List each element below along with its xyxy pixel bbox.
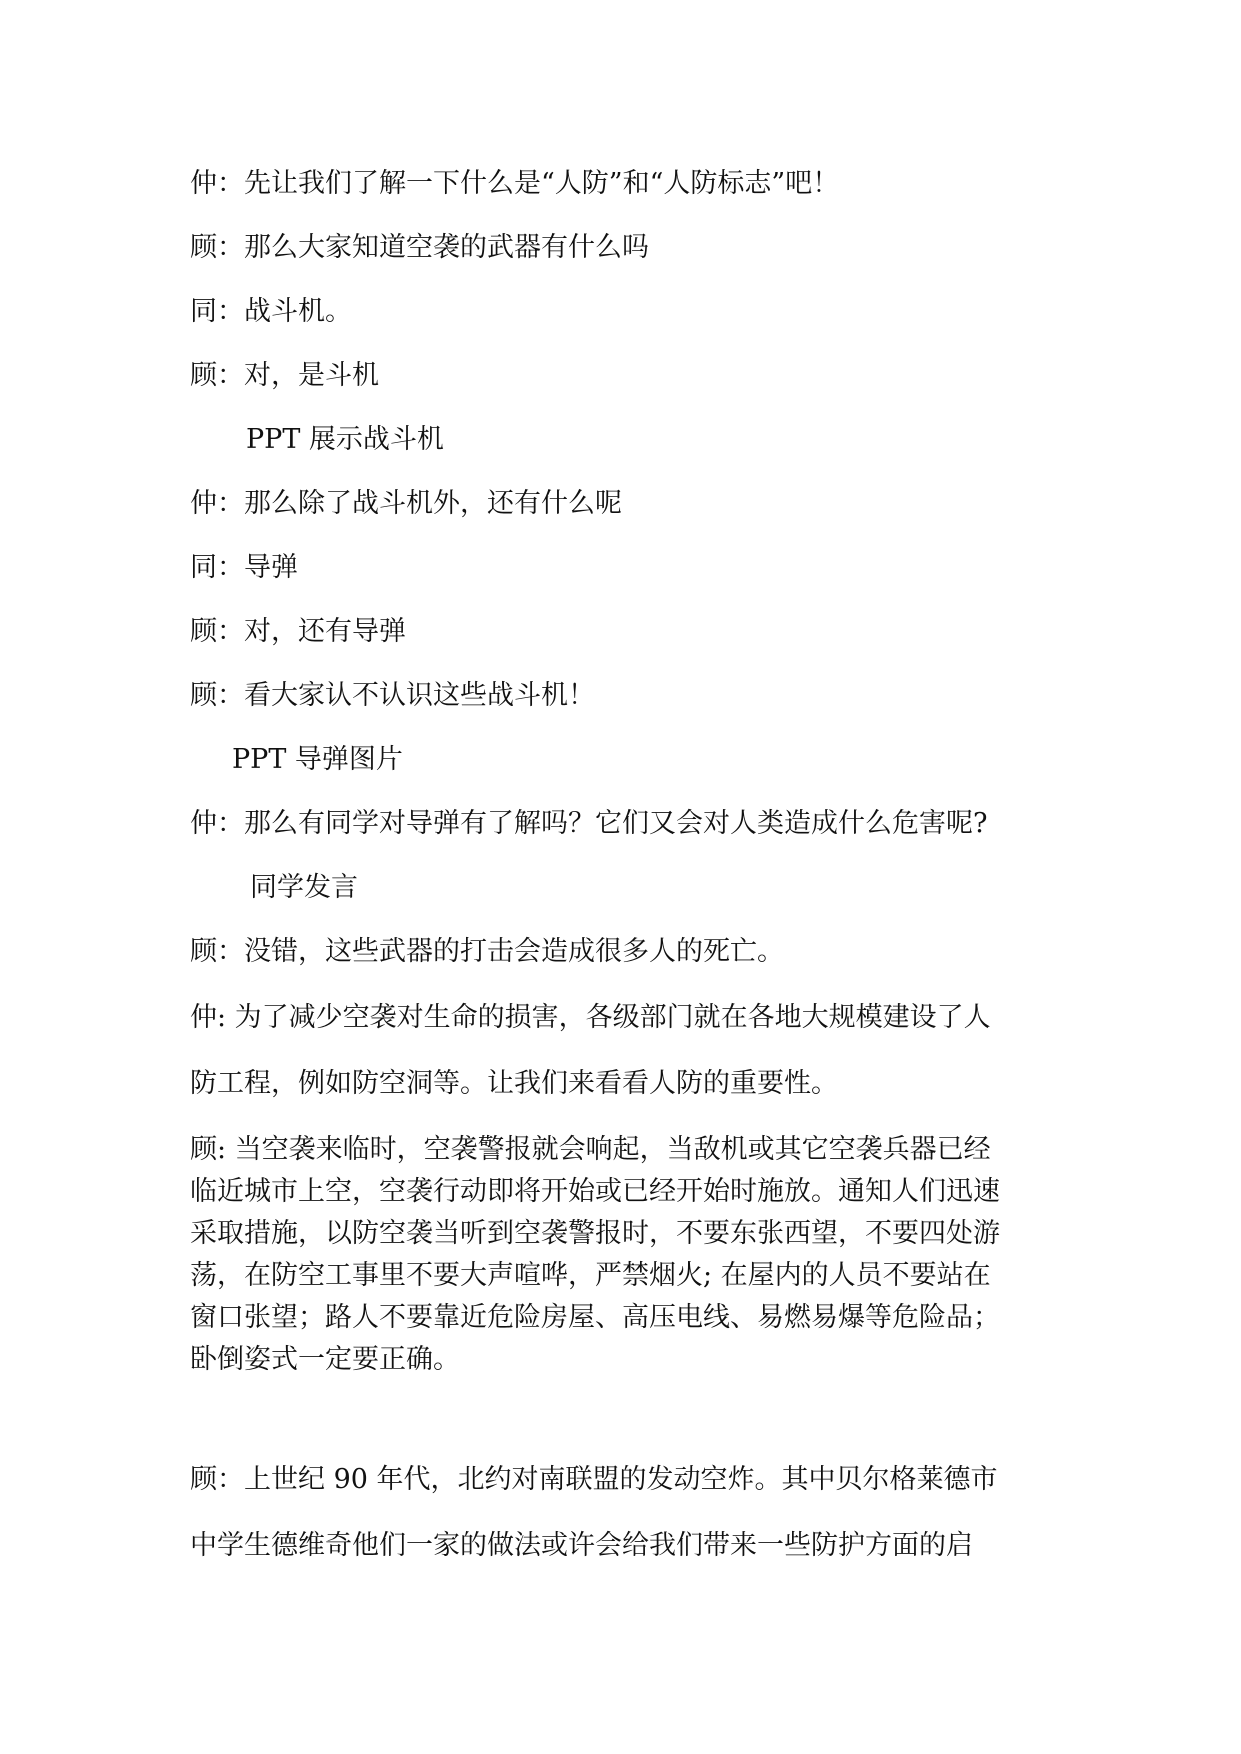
dialogue-line-3: 同：战斗机。 [190,296,352,327]
paragraph-line-5: 窗口张望；路人不要靠近危险房屋、高压电线、易燃易爆等危险品； [190,1302,1000,1333]
dialogue-line-4: 顾：对，是斗机 [190,360,379,391]
dialogue-line-8: 顾：看大家认不认识这些战斗机！ [190,680,595,711]
stage-direction-student-speech: 同学发言 [250,872,358,903]
dialogue-line-12b: 中学生德维奇他们一家的做法或许会给我们带来一些防护方面的启 [190,1530,973,1561]
stage-direction-ppt-missile: PPT 导弹图片 [232,744,403,775]
stage-direction-ppt-fighter: PPT 展示战斗机 [246,424,444,455]
paragraph-line-3: 采取措施，以防空袭当听到空袭警报时，不要东张西望，不要四处游 [190,1218,1000,1249]
dialogue-line-10: 顾：没错，这些武器的打击会造成很多人的死亡。 [190,936,784,967]
paragraph-line-1: 顾: 当空袭来临时，空袭警报就会响起，当敌机或其它空袭兵器已经 [190,1134,991,1165]
paragraph-line-4: 荡，在防空工事里不要大声喧哗，严禁烟火; 在屋内的人员不要站在 [190,1260,991,1291]
dialogue-line-11a: 仲: 为了减少空袭对生命的损害，各级部门就在各地大规模建设了人 [190,1002,991,1033]
dialogue-line-5: 仲：那么除了战斗机外，还有什么呢 [190,488,622,519]
dialogue-line-1: 仲：先让我们了解一下什么是“人防”和“人防标志”吧！ [190,168,840,199]
dialogue-line-2: 顾：那么大家知道空袭的武器有什么吗 [190,232,649,263]
dialogue-line-6: 同：导弹 [190,552,298,583]
dialogue-line-11b: 防工程，例如防空洞等。让我们来看看人防的重要性。 [190,1068,838,1099]
paragraph-line-6: 卧倒姿式一定要正确。 [190,1344,460,1375]
dialogue-line-9: 仲：那么有同学对导弹有了解吗？它们又会对人类造成什么危害呢? [190,808,988,839]
dialogue-line-12a: 顾：上世纪 90 年代，北约对南联盟的发动空炸。其中贝尔格莱德市 [190,1464,998,1495]
dialogue-line-7: 顾：对，还有导弹 [190,616,406,647]
paragraph-line-2: 临近城市上空，空袭行动即将开始或已经开始时施放。通知人们迅速 [190,1176,1000,1207]
